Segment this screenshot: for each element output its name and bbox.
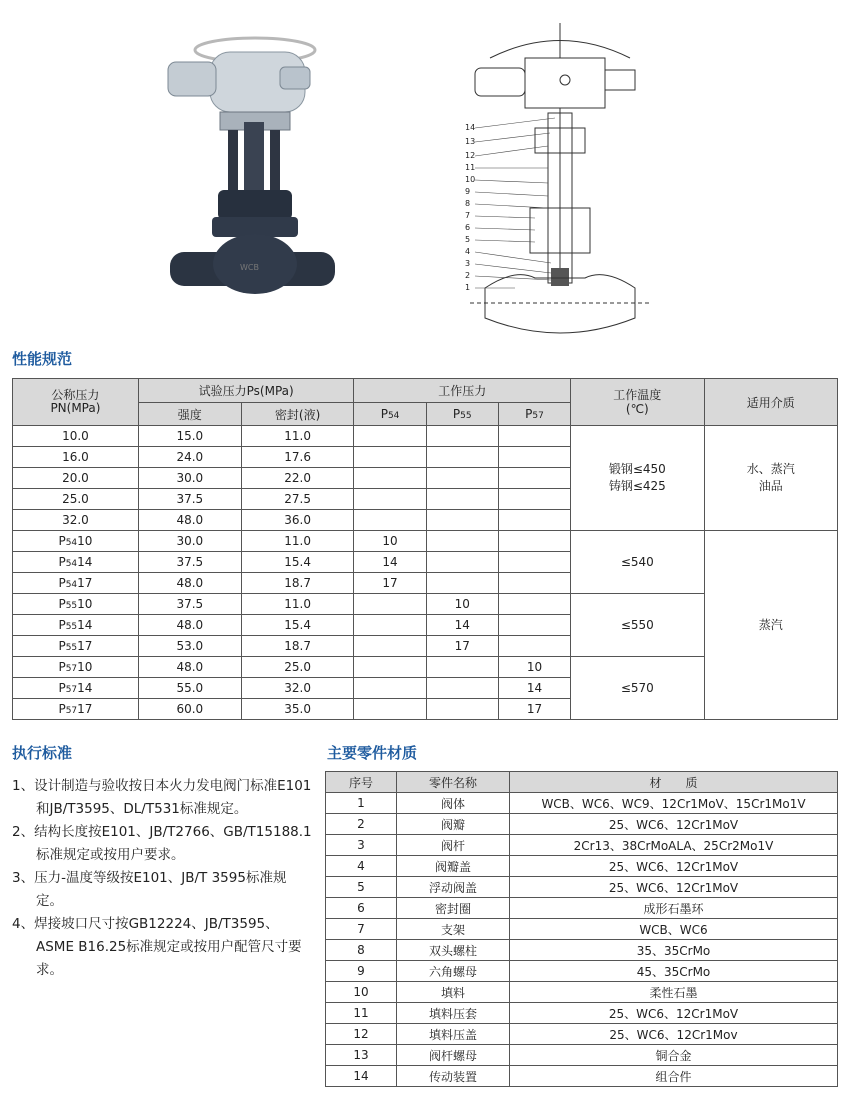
cell-seal: 11.0 — [241, 426, 354, 447]
cell-p57 — [498, 489, 570, 510]
header-test-pressure: 试验压力Ps(MPa) — [138, 379, 354, 403]
cell-pn: P5410 — [13, 531, 139, 552]
standard-item: 3、压力-温度等级按E101、JB/T 3595标准规定。 — [12, 870, 287, 909]
cell-strength: 30.0 — [138, 531, 241, 552]
cell-p54: 14 — [354, 552, 426, 573]
cell-seal: 15.4 — [241, 615, 354, 636]
header-temperature: 工作温度 (℃) — [571, 379, 705, 426]
cell-material: 25、WC6、12Cr1MoV — [510, 856, 838, 877]
cell-material: 成形石墨环 — [510, 898, 838, 919]
cell-pn: P5414 — [13, 552, 139, 573]
drawing-label: 13 — [465, 137, 476, 146]
header-part: 零件名称 — [397, 772, 510, 793]
cell-strength: 60.0 — [138, 699, 241, 720]
standards-title: 执行标准 — [12, 744, 73, 762]
cell-part: 传动装置 — [397, 1066, 510, 1087]
cell-no: 3 — [326, 835, 397, 856]
material-row — [326, 856, 838, 877]
cell-strength: 37.5 — [138, 552, 241, 573]
cell-material: 25、WC6、12Cr1Mov — [510, 1024, 838, 1045]
standard-item: 2、结构长度按E101、JB/T2766、GB/T15188.1标准规定或按用户要求。 — [12, 824, 312, 863]
cell-no: 1 — [326, 793, 397, 814]
performance-title: 性能规范 — [12, 350, 73, 368]
cell-p55 — [426, 573, 498, 594]
cell-part: 支架 — [397, 919, 510, 940]
cell-p54 — [354, 636, 426, 657]
cell-temperature: ≤570 — [571, 657, 705, 720]
drawing-label: 5 — [465, 235, 471, 244]
performance-table — [12, 378, 838, 720]
cell-p55 — [426, 489, 498, 510]
cell-p54 — [354, 426, 426, 447]
drawing-label: 3 — [465, 259, 471, 268]
cell-p57 — [498, 552, 570, 573]
material-row — [326, 919, 838, 940]
performance-row — [13, 426, 838, 447]
header-seal: 密封(液) — [241, 403, 354, 426]
cell-strength: 48.0 — [138, 615, 241, 636]
performance-row — [13, 531, 838, 552]
cell-strength: 24.0 — [138, 447, 241, 468]
cell-no: 9 — [326, 961, 397, 982]
cell-p54 — [354, 699, 426, 720]
header-material: 材 质 — [510, 772, 838, 793]
material-row — [326, 982, 838, 1003]
material-row — [326, 898, 838, 919]
cell-p57 — [498, 594, 570, 615]
cell-part: 阀瓣 — [397, 814, 510, 835]
materials-table — [325, 771, 838, 1087]
cell-no: 6 — [326, 898, 397, 919]
cell-part: 填料 — [397, 982, 510, 1003]
cell-part: 浮动阀盖 — [397, 877, 510, 898]
drawing-label: 6 — [465, 223, 471, 232]
cell-pn: 25.0 — [13, 489, 139, 510]
cell-seal: 15.4 — [241, 552, 354, 573]
cell-material: 铜合金 — [510, 1045, 838, 1066]
drawing-label: 10 — [465, 175, 476, 184]
cell-p57: 17 — [498, 699, 570, 720]
cell-pn: 20.0 — [13, 468, 139, 489]
cell-material: WCB、WC6 — [510, 919, 838, 940]
drawing-label: 2 — [465, 271, 471, 280]
cell-strength: 48.0 — [138, 657, 241, 678]
cell-strength: 30.0 — [138, 468, 241, 489]
cell-p54 — [354, 657, 426, 678]
cell-p55: 10 — [426, 594, 498, 615]
cell-material: 25、WC6、12Cr1MoV — [510, 1003, 838, 1024]
drawing-label: 4 — [465, 247, 471, 256]
cell-p57 — [498, 615, 570, 636]
cell-part: 六角螺母 — [397, 961, 510, 982]
cell-p54 — [354, 447, 426, 468]
cell-pn: P5417 — [13, 573, 139, 594]
cell-strength: 55.0 — [138, 678, 241, 699]
cell-material: 柔性石墨 — [510, 982, 838, 1003]
material-row — [326, 1066, 838, 1087]
cell-p57 — [498, 426, 570, 447]
cell-seal: 35.0 — [241, 699, 354, 720]
header-p54: P54 — [354, 403, 426, 426]
material-row — [326, 793, 838, 814]
cell-p57 — [498, 573, 570, 594]
cell-p54: 10 — [354, 531, 426, 552]
material-row — [326, 940, 838, 961]
drawing-label: 12 — [465, 151, 476, 160]
cell-p54 — [354, 468, 426, 489]
cell-no: 11 — [326, 1003, 397, 1024]
cell-pn: P5517 — [13, 636, 139, 657]
cell-part: 填料压盖 — [397, 1024, 510, 1045]
drawing-label: 8 — [465, 199, 471, 208]
header-no: 序号 — [326, 772, 397, 793]
cell-no: 13 — [326, 1045, 397, 1066]
cell-part: 填料压套 — [397, 1003, 510, 1024]
cell-p57 — [498, 447, 570, 468]
cell-p57 — [498, 531, 570, 552]
cell-pn: 10.0 — [13, 426, 139, 447]
cell-part: 阀瓣盖 — [397, 856, 510, 877]
cell-seal: 25.0 — [241, 657, 354, 678]
cell-pn: P5514 — [13, 615, 139, 636]
material-row — [326, 961, 838, 982]
cell-material: 2Cr13、38CrMoALA、25Cr2Mo1V — [510, 835, 838, 856]
cell-no: 4 — [326, 856, 397, 877]
cell-part: 阀体 — [397, 793, 510, 814]
cell-pn: P5710 — [13, 657, 139, 678]
material-row — [326, 835, 838, 856]
cell-part: 阀杆螺母 — [397, 1045, 510, 1066]
cell-no: 10 — [326, 982, 397, 1003]
cell-p55: 17 — [426, 636, 498, 657]
cell-strength: 48.0 — [138, 573, 241, 594]
cell-pn: P5714 — [13, 678, 139, 699]
cell-strength: 15.0 — [138, 426, 241, 447]
cell-material: 25、WC6、12Cr1MoV — [510, 814, 838, 835]
cell-p55 — [426, 426, 498, 447]
cell-p55 — [426, 447, 498, 468]
cell-p55 — [426, 699, 498, 720]
cell-p57: 10 — [498, 657, 570, 678]
cell-temperature: ≤550 — [571, 594, 705, 657]
cell-temperature: 锻钢≤450 铸钢≤425 — [571, 426, 705, 531]
cell-p54 — [354, 510, 426, 531]
cell-seal: 18.7 — [241, 636, 354, 657]
cell-material: 25、WC6、12Cr1MoV — [510, 877, 838, 898]
cell-temperature: ≤540 — [571, 531, 705, 594]
cell-p57 — [498, 510, 570, 531]
drawing-label: 9 — [465, 187, 471, 196]
cell-material: 35、35CrMo — [510, 940, 838, 961]
cell-strength: 37.5 — [138, 594, 241, 615]
cell-seal: 11.0 — [241, 531, 354, 552]
material-row — [326, 877, 838, 898]
header-medium: 适用介质 — [704, 379, 837, 426]
valve-section-drawing — [455, 18, 665, 348]
cell-pn: 16.0 — [13, 447, 139, 468]
cell-material: WCB、WC6、WC9、12Cr1MoV、15Cr1Mo1V — [510, 793, 838, 814]
cell-pn: P5717 — [13, 699, 139, 720]
cell-part: 阀杆 — [397, 835, 510, 856]
drawing-label: 14 — [465, 123, 476, 132]
cell-p55 — [426, 678, 498, 699]
cell-seal: 11.0 — [241, 594, 354, 615]
standard-item: 1、设计制造与验收按日本火力发电阀门标准E101和JB/T3595、DL/T531标准规定。 — [12, 778, 312, 817]
cell-pn: P5510 — [13, 594, 139, 615]
cell-p55: 14 — [426, 615, 498, 636]
cell-part: 密封圈 — [397, 898, 510, 919]
drawing-label: 7 — [465, 211, 471, 220]
cell-p57: 14 — [498, 678, 570, 699]
material-row — [326, 1045, 838, 1066]
cell-p57 — [498, 468, 570, 489]
cell-p55 — [426, 657, 498, 678]
cell-medium: 蒸汽 — [704, 531, 837, 720]
cell-material: 组合件 — [510, 1066, 838, 1087]
cell-part: 双头螺柱 — [397, 940, 510, 961]
cell-seal: 17.6 — [241, 447, 354, 468]
cell-p54 — [354, 678, 426, 699]
cell-material: 45、35CrMo — [510, 961, 838, 982]
header-strength: 强度 — [138, 403, 241, 426]
cell-p54 — [354, 594, 426, 615]
cell-no: 8 — [326, 940, 397, 961]
materials-title: 主要零件材质 — [327, 744, 418, 762]
cell-strength: 37.5 — [138, 489, 241, 510]
cell-p55 — [426, 552, 498, 573]
cell-seal: 27.5 — [241, 489, 354, 510]
cell-no: 2 — [326, 814, 397, 835]
valve-photo — [160, 12, 345, 300]
cell-strength: 48.0 — [138, 510, 241, 531]
cell-p55 — [426, 468, 498, 489]
cell-no: 7 — [326, 919, 397, 940]
header-pn: 公称压力 PN(MPa) — [13, 379, 139, 426]
cell-seal: 36.0 — [241, 510, 354, 531]
cell-medium: 水、蒸汽 油品 — [704, 426, 837, 531]
cell-seal: 32.0 — [241, 678, 354, 699]
cell-pn: 32.0 — [13, 510, 139, 531]
cell-seal: 22.0 — [241, 468, 354, 489]
header-p57: P57 — [498, 403, 570, 426]
cell-p55 — [426, 510, 498, 531]
svg-text:WCB: WCB — [240, 263, 259, 272]
drawing-label: 1 — [465, 283, 471, 292]
material-row — [326, 1003, 838, 1024]
cell-p54 — [354, 489, 426, 510]
cell-p54: 17 — [354, 573, 426, 594]
cell-p55 — [426, 531, 498, 552]
material-row — [326, 1024, 838, 1045]
cell-no: 14 — [326, 1066, 397, 1087]
cell-p54 — [354, 615, 426, 636]
cell-no: 5 — [326, 877, 397, 898]
drawing-label: 11 — [465, 163, 476, 172]
cell-no: 12 — [326, 1024, 397, 1045]
material-row — [326, 814, 838, 835]
cell-strength: 53.0 — [138, 636, 241, 657]
cell-p57 — [498, 636, 570, 657]
standards-list — [12, 775, 312, 982]
cell-seal: 18.7 — [241, 573, 354, 594]
header-work-pressure: 工作压力 — [354, 379, 571, 403]
header-p55: P55 — [426, 403, 498, 426]
standard-item: 4、焊接坡口尺寸按GB12224、JB/T3595、ASME B16.25标准规定或按用户配管尺寸要求。 — [12, 916, 302, 978]
